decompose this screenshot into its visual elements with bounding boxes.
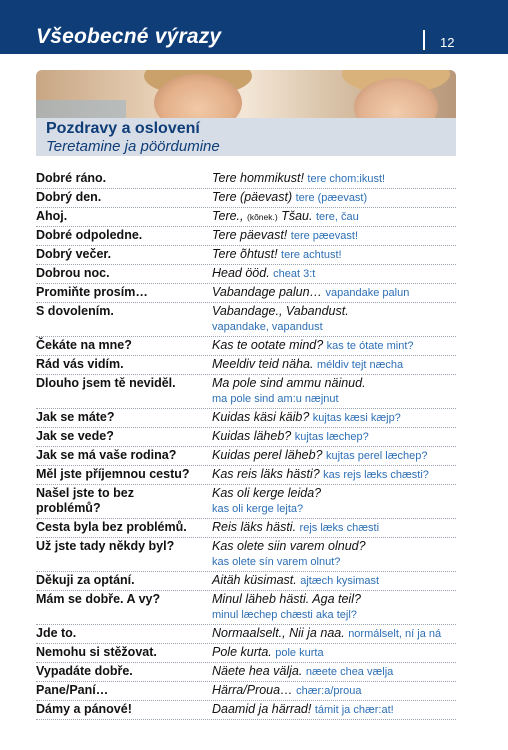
pronunciation: tere (pæevast) (295, 192, 368, 204)
estonian-phrase: Head ööd. (212, 266, 270, 280)
pronunciation: tere pæevast! (290, 230, 359, 242)
estonian-phrase: Reis läks hästi. (212, 520, 297, 534)
pronunciation: tere chom:ikust! (307, 173, 386, 185)
estonian-phrase: Tere päevast! (212, 228, 288, 242)
translation-block (212, 429, 456, 445)
czech-phrase: Rád vás vidím. (36, 357, 124, 371)
estonian-phrase: Kas olete siin varem olnud? (212, 539, 366, 553)
pronunciation: næete chea vælja (305, 666, 394, 678)
translation-block (212, 486, 456, 517)
phrase-list (36, 170, 456, 720)
translation-block (212, 520, 456, 536)
czech-phrase: Ahoj. (36, 209, 68, 223)
phrase-row (36, 701, 456, 720)
estonian-phrase: Kuidas käsi käib? (212, 410, 310, 424)
estonian-phrase: Tere (päevast) (212, 190, 293, 204)
translation-block (212, 228, 456, 244)
estonian-phrase: Kas te ootate mind? (212, 338, 324, 352)
estonian-phrase: Minul läheb hästi. Aga teil? (212, 592, 361, 606)
translation-block (212, 448, 456, 464)
translation-block (212, 190, 456, 206)
phrase-row (36, 170, 456, 189)
phrase-row (36, 246, 456, 265)
czech-phrase: Pane/Paní… (36, 683, 109, 697)
czech-phrase: Dlouho jsem tě neviděl. (36, 376, 176, 390)
translation-block (212, 266, 456, 282)
pronunciation: támit ja chær:at! (314, 704, 394, 716)
phrase-row (36, 284, 456, 303)
phrase-row (36, 466, 456, 485)
czech-phrase: Už jste tady někdy byl? (36, 539, 175, 553)
czech-phrase: Dobrý večer. (36, 247, 112, 261)
phrase-row (36, 538, 456, 572)
pronunciation: kujtas perel læchep? (325, 450, 428, 462)
czech-phrase: Mám se dobře. A vy? (36, 592, 161, 606)
pronunciation: chær:a/proua (296, 685, 362, 697)
czech-phrase: Dámy a pánové! (36, 702, 132, 716)
czech-phrase: Jak se máte? (36, 410, 115, 424)
pronunciation: tere achtust! (281, 249, 342, 261)
pronunciation: kujtas læchep? (294, 431, 369, 443)
translation-block (212, 209, 456, 225)
estonian-phrase: Kuidas läheb? (212, 429, 292, 443)
estonian-phrase: Kas reis läks hästi? (212, 467, 320, 481)
czech-phrase: Děkuji za optání. (36, 573, 135, 587)
translation-block (212, 539, 456, 570)
phrase-row (36, 375, 456, 409)
estonian-phrase: Kas oli kerge leida? (212, 486, 322, 500)
pronunciation: pole kurta (275, 647, 324, 659)
phrase-row (36, 356, 456, 375)
phrase-row (36, 663, 456, 682)
estonian-phrase: Tere., (212, 209, 244, 223)
translation-block (212, 645, 456, 661)
pronunciation: kujtas kæsi kæjp? (312, 412, 401, 424)
pronunciation: kas oli kerge lejta? (212, 503, 304, 515)
section-header (36, 118, 456, 156)
pronunciation: rejs læks chæsti (299, 522, 380, 534)
phrase-row (36, 409, 456, 428)
pronunciation: normálselt, ní ja ná (348, 628, 442, 640)
translation-block (212, 683, 456, 699)
czech-phrase: S dovolením. (36, 304, 114, 318)
phrase-row (36, 572, 456, 591)
czech-phrase: Čekáte na mne? (36, 338, 132, 352)
phrase-row (36, 485, 456, 519)
estonian-phrase: Ma pole sind ammu näinud. (212, 376, 366, 390)
header-divider (423, 30, 425, 50)
translation-block (212, 171, 456, 187)
estonian-phrase: Näete hea välja. (212, 664, 303, 678)
phrase-row (36, 682, 456, 701)
section-photo (36, 70, 456, 120)
phrase-row (36, 428, 456, 447)
estonian-phrase: Härra/Proua… (212, 683, 293, 697)
estonian-phrase: Vabandage palun… (212, 285, 323, 299)
pronunciation: vapandake, vapandust (212, 321, 323, 333)
estonian-phrase: Meeldiv teid näha. (212, 357, 314, 371)
translation-block (212, 376, 456, 407)
phrase-row (36, 519, 456, 538)
translation-block (212, 357, 456, 373)
estonian-phrase-alt: Tšau. (281, 209, 313, 223)
pronunciation: ma pole sind am:u næjnut (212, 393, 339, 405)
estonian-phrase: Pole kurta. (212, 645, 272, 659)
phrase-row (36, 625, 456, 644)
czech-phrase: Promiňte prosím… (36, 285, 148, 299)
czech-phrase: Dobré ráno. (36, 171, 107, 185)
translation-block (212, 573, 456, 589)
phrase-row (36, 265, 456, 284)
chapter-title: Všeobecné výrazy (36, 25, 222, 48)
page-number: 12 (440, 35, 455, 50)
pronunciation: kas olete sín varem olnut? (212, 556, 341, 568)
pronunciation: cheat 3:t (273, 268, 316, 280)
czech-phrase: Nemohu si stěžovat. (36, 645, 157, 659)
czech-phrase: Dobré odpoledne. (36, 228, 143, 242)
pronunciation: tere, čau (315, 211, 359, 223)
page-header (0, 0, 508, 54)
pronunciation: ajtæch kysimast (300, 575, 380, 587)
czech-phrase: Dobrý den. (36, 190, 102, 204)
estonian-phrase: Daamid ja härrad! (212, 702, 312, 716)
translation-block (212, 304, 456, 335)
czech-phrase: Cesta byla bez problémů. (36, 520, 187, 534)
photo-shape (36, 100, 126, 120)
pronunciation: kas rejs læks chæsti? (323, 469, 429, 481)
czech-phrase: Našel jste to bez problémů? (36, 486, 134, 515)
phrase-row (36, 447, 456, 466)
phrase-row (36, 227, 456, 246)
estonian-phrase: Tere õhtust! (212, 247, 278, 261)
estonian-phrase: Aitäh küsimast. (212, 573, 297, 587)
czech-phrase: Jak se vede? (36, 429, 114, 443)
estonian-phrase: Normaalselt., Nii ja naa. (212, 626, 345, 640)
translation-block (212, 626, 456, 642)
translation-block (212, 664, 456, 680)
pronunciation: vapandake palun (325, 287, 410, 299)
pronunciation: minul læchep chæsti aka tejl? (212, 609, 357, 621)
estonian-phrase: Tere hommikust! (212, 171, 304, 185)
estonian-phrase: Vabandage., Vabandust. (212, 304, 349, 318)
translation-block (212, 410, 456, 426)
phrase-row (36, 337, 456, 356)
section-title-estonian: Teretamine ja pöördumine (46, 138, 220, 155)
czech-phrase: Jak se má vaše rodina? (36, 448, 177, 462)
section-title-czech: Pozdravy a oslovení (46, 120, 200, 137)
phrase-row (36, 303, 456, 337)
estonian-phrase: Kuidas perel läheb? (212, 448, 323, 462)
translation-block (212, 467, 456, 483)
phrase-row (36, 208, 456, 227)
pronunciation: méldiv tejt næcha (316, 359, 404, 371)
czech-phrase: Dobrou noc. (36, 266, 110, 280)
pronunciation: kas te ótate mint? (326, 340, 414, 352)
translation-block (212, 338, 456, 354)
phrase-row (36, 644, 456, 663)
translation-block (212, 247, 456, 263)
translation-block (212, 592, 456, 623)
phrase-row (36, 189, 456, 208)
czech-phrase: Vypadáte dobře. (36, 664, 133, 678)
translation-block (212, 702, 456, 718)
czech-phrase: Jde to. (36, 626, 77, 640)
czech-phrase: Měl jste příjemnou cestu? (36, 467, 190, 481)
translation-block (212, 285, 456, 301)
phrase-row (36, 591, 456, 625)
usage-note: (kõnek.) (247, 212, 278, 222)
